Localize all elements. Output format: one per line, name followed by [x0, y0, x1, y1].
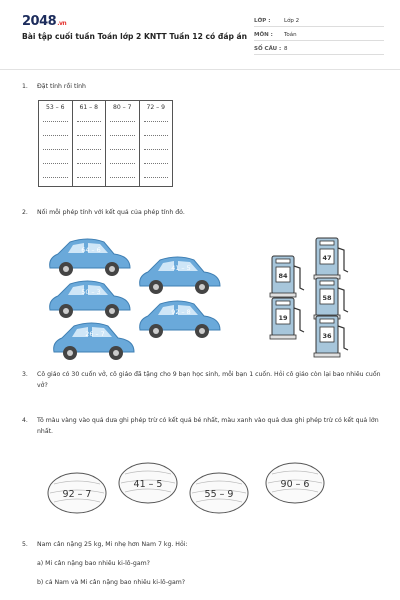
- question-number: 2.: [22, 209, 28, 216]
- melon-label: 90 – 6: [280, 479, 310, 490]
- fuel-pump-19[interactable]: [268, 296, 308, 340]
- pump-number: 19: [278, 314, 288, 322]
- question-number: 4.: [22, 417, 28, 424]
- logo-text: 2048: [22, 14, 57, 29]
- meta-class: [254, 16, 384, 27]
- calc-expression: 53 – 6: [45, 104, 65, 111]
- calc-column: [39, 101, 73, 186]
- car-label: 64 – 6: [81, 246, 101, 254]
- car-64-minus-6[interactable]: [44, 234, 134, 280]
- calc-expression: 72 – 9: [146, 104, 166, 111]
- fuel-pump-47[interactable]: [312, 236, 352, 280]
- car-41-minus-5[interactable]: [134, 252, 224, 298]
- question-number: 5.: [22, 541, 28, 548]
- melon-label: 41 – 5: [133, 479, 163, 490]
- meta-label: LỚP :: [254, 18, 271, 24]
- question-text: Tô màu vàng vào quả dưa ghi phép trừ có kết quả bé nhất, màu xanh vào quả dưa ghi phép trừ có kết quả lớn nhất.: [37, 417, 379, 435]
- question-text: Nối mỗi phép tính với kết quả của phép tính đó.: [37, 209, 185, 216]
- calculation-table: [38, 100, 173, 187]
- meta-label: MÔN :: [254, 32, 273, 38]
- meta-subject: [254, 30, 384, 41]
- calc-expression: 80 – 7: [112, 104, 132, 111]
- car-50-minus-3[interactable]: [44, 276, 134, 322]
- meta-value: 8: [284, 46, 288, 52]
- watermelon-92-minus-7[interactable]: [46, 470, 108, 516]
- watermelon-55-minus-9[interactable]: [188, 470, 250, 516]
- watermelon-41-minus-5[interactable]: [117, 460, 179, 506]
- pump-number: 58: [322, 294, 332, 302]
- site-logo[interactable]: [22, 14, 66, 29]
- document-title: Bài tập cuối tuần Toán lớp 2 KNTT Tuần 12 có đáp án: [22, 32, 248, 41]
- question-number: 3.: [22, 371, 28, 378]
- logo-suffix: .vn: [57, 20, 67, 27]
- fuel-pump-84[interactable]: [268, 254, 308, 298]
- question-number: 1.: [22, 83, 28, 90]
- melon-label: 55 – 9: [204, 489, 234, 500]
- meta-label: SỐ CÂU :: [254, 46, 282, 52]
- meta-question-count: [254, 44, 384, 55]
- sub-question-text: a) Mi cân nặng bao nhiêu ki-lô-gam?: [37, 560, 150, 567]
- pump-number: 47: [322, 254, 332, 262]
- car-92-minus-8[interactable]: [134, 296, 224, 342]
- melon-label: 92 – 7: [62, 489, 92, 500]
- pump-number: 36: [322, 332, 332, 340]
- car-label: 92 – 8: [171, 308, 191, 316]
- calc-expression: 61 – 8: [79, 104, 99, 111]
- meta-value: Toán: [284, 32, 297, 38]
- calc-column: [140, 101, 173, 186]
- meta-value: Lớp 2: [284, 18, 300, 24]
- document-header: [0, 0, 400, 70]
- sub-question-text: b) cả Nam và Mi cân nặng bao nhiêu ki-lô-gam?: [37, 579, 186, 586]
- calc-column: [106, 101, 140, 186]
- question-text: Đặt tính rồi tính: [37, 83, 86, 90]
- car-label: 26 – 7: [85, 330, 105, 338]
- fuel-pump-36[interactable]: [312, 314, 352, 358]
- pump-number: 84: [278, 272, 288, 280]
- question-text: Nam cân nặng 25 kg, Mi nhẹ hơn Nam 7 kg. Hỏi:: [37, 541, 188, 548]
- watermelon-90-minus-6[interactable]: [264, 460, 326, 506]
- car-label: 41 – 5: [171, 264, 191, 272]
- car-label: 50 – 3: [81, 288, 101, 296]
- calc-column: [73, 101, 107, 186]
- car-26-minus-7[interactable]: [48, 318, 138, 364]
- question-text: Cô giáo có 30 cuốn vở, cô giáo đã tặng cho 9 bạn học sinh, mỗi bạn 1 cuốn. Hỏi cô giáo còn lại bao nhiêu cuốn vở?: [37, 371, 381, 389]
